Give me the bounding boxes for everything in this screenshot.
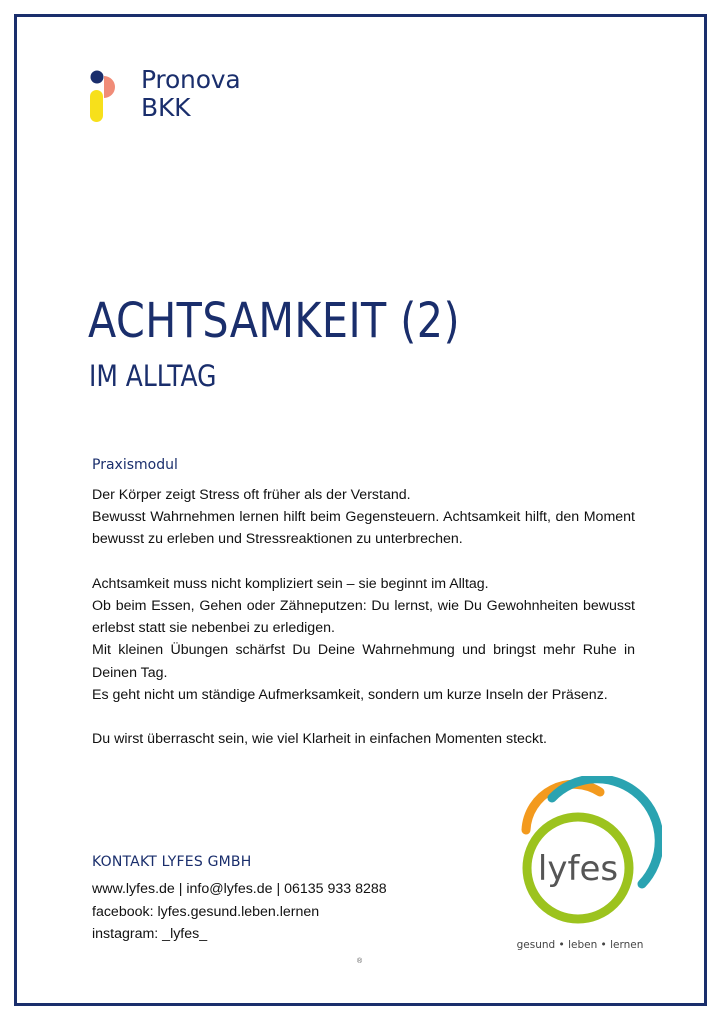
- brand-line-1: Pronova: [141, 65, 241, 94]
- paragraph: Bewusst Wahrnehmen lernen hilft beim Gegensteuern. Achtsamkeit hilft, den Moment bewusst zu erleben und Stressreaktionen zu unterbrechen.: [92, 509, 635, 548]
- lyfes-tagline: gesund • leben • lernen: [516, 939, 644, 951]
- registered-mark: ®: [357, 958, 363, 965]
- paragraph: Achtsamkeit muss nicht kompliziert sein – sie beginnt im Alltag.: [92, 575, 489, 592]
- brand-line-2: BKK: [141, 93, 191, 122]
- paragraph-gap: [92, 706, 635, 728]
- contact-facebook: facebook: lyfes.gesund.leben.lernen: [92, 903, 320, 920]
- contact-website-email-phone: www.lyfes.de | info@lyfes.de | 06135 933 8288: [92, 881, 387, 897]
- paragraph-gap: [92, 551, 635, 573]
- paragraph: Der Körper zeigt Stress oft früher als der Verstand.: [92, 487, 411, 503]
- body-text: [92, 484, 635, 750]
- paragraph: Ob beim Essen, Gehen oder Zähneputzen: Du lernst, wie Du Gewohnheiten bewusst erlebst statt sie nebenbei zu erledigen.: [92, 598, 635, 637]
- contact-instagram: instagram: _lyfes_: [92, 926, 208, 942]
- page-subtitle: IM ALLTAG: [89, 359, 217, 393]
- contact-block: [92, 852, 452, 946]
- lyfes-wordmark: lyfes: [537, 849, 619, 889]
- paragraph: Es geht nicht um ständige Aufmerksamkeit, sondern um kurze Inseln der Präsenz.: [92, 686, 608, 703]
- paragraph: Mit kleinen Übungen schärfst Du Deine Wahrnehmung und bringst mehr Ruhe in Deinen Tag.: [92, 642, 635, 681]
- module-label: Praxismodul: [92, 457, 178, 473]
- contact-heading: KONTAKT LYFES GMBH: [92, 854, 252, 870]
- paragraph: Du wirst überrascht sein, wie viel Klarheit in einfachen Momenten steckt.: [92, 731, 547, 748]
- pronova-bkk-wordmark: [141, 66, 241, 122]
- lyfes-logo: [512, 776, 662, 956]
- page-title: ACHTSAMKEIT (2): [88, 293, 461, 349]
